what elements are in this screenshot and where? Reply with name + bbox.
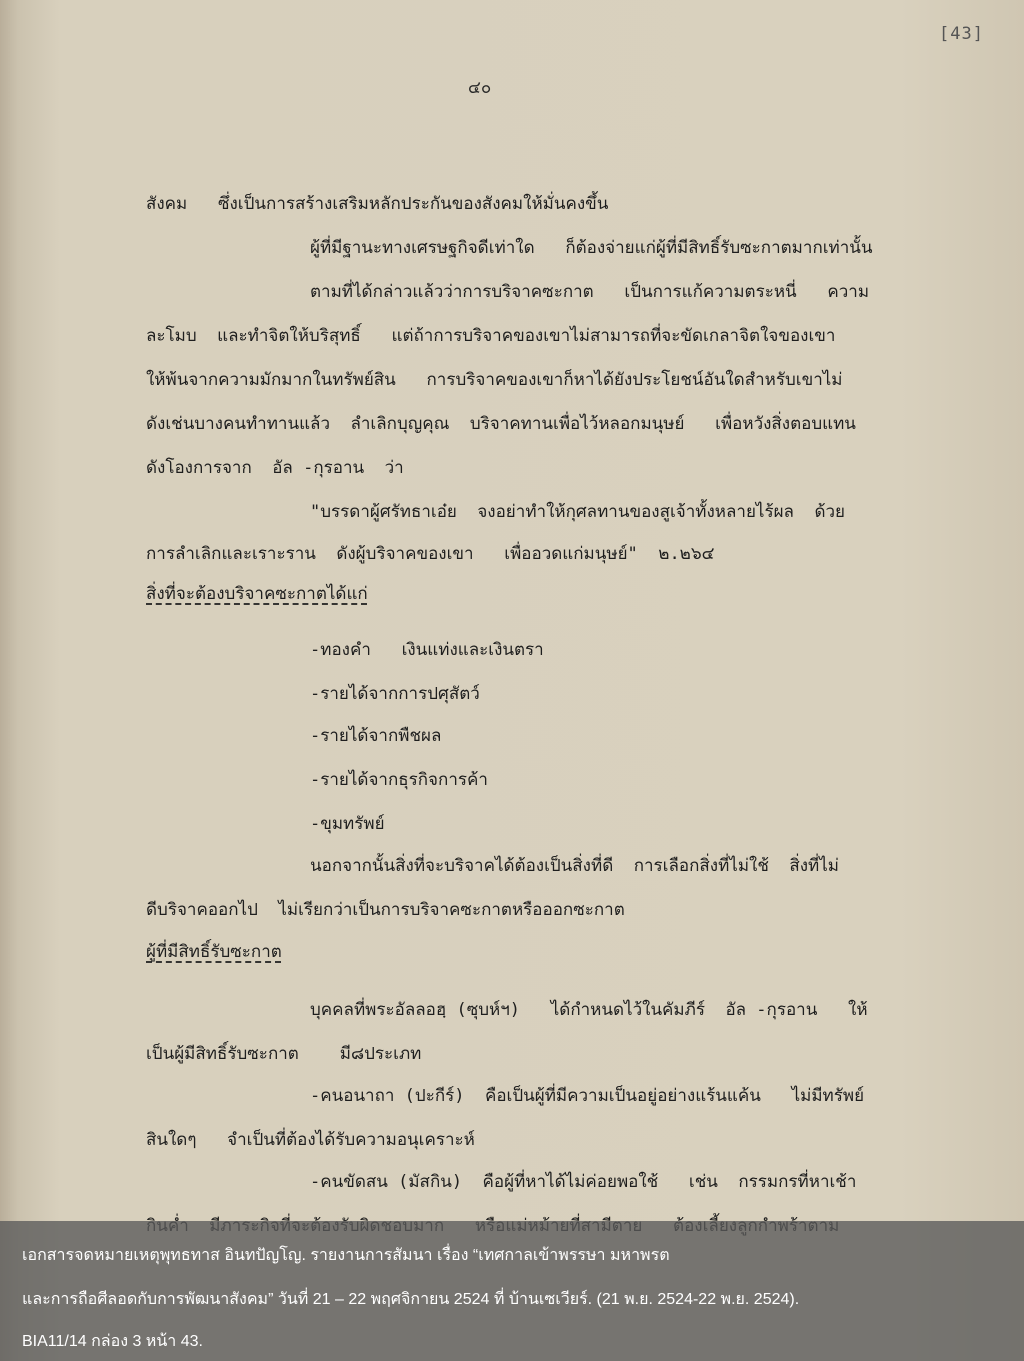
text-line: ตามที่ได้กล่าวแล้วว่าการบริจาคซะกาต เป็นการแก้ความตระหนี่ ความ bbox=[310, 282, 870, 302]
text-line: ละโมบ และทำจิตให้บริสุทธิ์ แต่ถ้าการบริจาคของเขาไม่สามารถที่จะขัดเกลาจิตใจของเขา bbox=[146, 326, 836, 346]
text-line: นอกจากนั้นสิ่งที่จะบริจาคได้ต้องเป็นสิ่งที่ดี การเลือกสิ่งที่ไม่ใช้ สิ่งที่ไม่ bbox=[310, 856, 839, 876]
list-item: -คนขัดสน (มัสกิน) คือผู้ที่หาได้ไม่ค่อยพอใช้ เช่น กรรมกรที่หาเช้า bbox=[310, 1172, 857, 1192]
section-heading: ผู้ที่มีสิทธิ์รับซะกาต bbox=[146, 942, 282, 962]
list-item: -รายได้จากพืชผล bbox=[310, 726, 442, 746]
text-line: ดังโองการจาก อัล -กุรอาน ว่า bbox=[146, 458, 404, 478]
list-item: -ขุมทรัพย์ bbox=[310, 814, 385, 834]
text-line: ดีบริจาคออกไป ไม่เรียกว่าเป็นการบริจาคซะกาตหรือออกซะกาต bbox=[146, 900, 625, 920]
text-line: บุคคลที่พระอัลลอฮฺ (ซุบห์ฯ) ได้กำหนดไว้ในคัมภีร์ อัล -กุรอาน ให้ bbox=[310, 1000, 868, 1020]
text-line: สินใดๆ จำเป็นที่ต้องได้รับความอนุเคราะห์ bbox=[146, 1130, 475, 1150]
list-item: -คนอนาถา (ปะกีร์) คือเป็นผู้ที่มีความเป็นอยู่อย่างแร้นแค้น ไม่มีทรัพย์ bbox=[310, 1086, 865, 1106]
archive-caption bbox=[0, 1221, 1024, 1361]
caption-line: เอกสารจดหมายเหตุพุทธทาส อินทปัญโญ. รายงานการสัมนา เรื่อง “เทศกาลเข้าพรรษา มหาพรต bbox=[22, 1247, 670, 1264]
text-line: สังคม ซึ่งเป็นการสร้างเสริมหลักประกันของสังคมให้มั่นคงขึ้น bbox=[146, 194, 609, 214]
page-number: ๔๐ bbox=[468, 78, 492, 98]
quote-line: "บรรดาผู้ศรัทธาเอ๋ย จงอย่าทำให้กุศลทานของสูเจ้าทั้งหลายไร้ผล ด้วย bbox=[310, 502, 845, 522]
archive-page-mark: [43] bbox=[939, 24, 984, 44]
caption-line: และการถือศีลอดกับการพัฒนาสังคม” วันที่ 21 – 22 พฤศจิกายน 2524 ที่ บ้านเซเวียร์. (21 พ.ย. 2524-22 พ.ย. 2524). bbox=[22, 1291, 800, 1308]
text-line: ผู้ที่มีฐานะทางเศรษฐกิจดีเท่าใด ก็ต้องจ่ายแก่ผู้ที่มีสิทธิ์รับซะกาตมากเท่านั้น bbox=[310, 238, 873, 258]
text-line: ให้พ้นจากความมักมากในทรัพย์สิน การบริจาคของเขาก็หาได้ยังประโยชน์อันใดสำหรับเขาไม่ bbox=[146, 370, 843, 390]
caption-line: BIA11/14 กล่อง 3 หน้า 43. bbox=[22, 1333, 203, 1350]
list-item: -รายได้จากธุรกิจการค้า bbox=[310, 770, 488, 790]
text-line: ดังเช่นบางคนทำทานแล้ว ลำเลิกบุญคุณ บริจาคทานเพื่อไว้หลอกมนุษย์ เพื่อหวังสิ่งตอบแทน bbox=[146, 414, 856, 434]
text-line: เป็นผู้มีสิทธิ์รับซะกาต มี๘ประเภท bbox=[146, 1044, 422, 1064]
list-item: -ทองคำ เงินแท่งและเงินตรา bbox=[310, 640, 544, 660]
list-item: -รายได้จากการปศุสัตว์ bbox=[310, 684, 480, 704]
quote-line: การลำเลิกและเราะราน ดังผู้บริจาคของเขา เพื่ออวดแก่มนุษย์" ๒.๒๖๔ bbox=[146, 544, 715, 564]
section-heading: สิ่งที่จะต้องบริจาคซะกาตได้แก่ bbox=[146, 584, 368, 604]
